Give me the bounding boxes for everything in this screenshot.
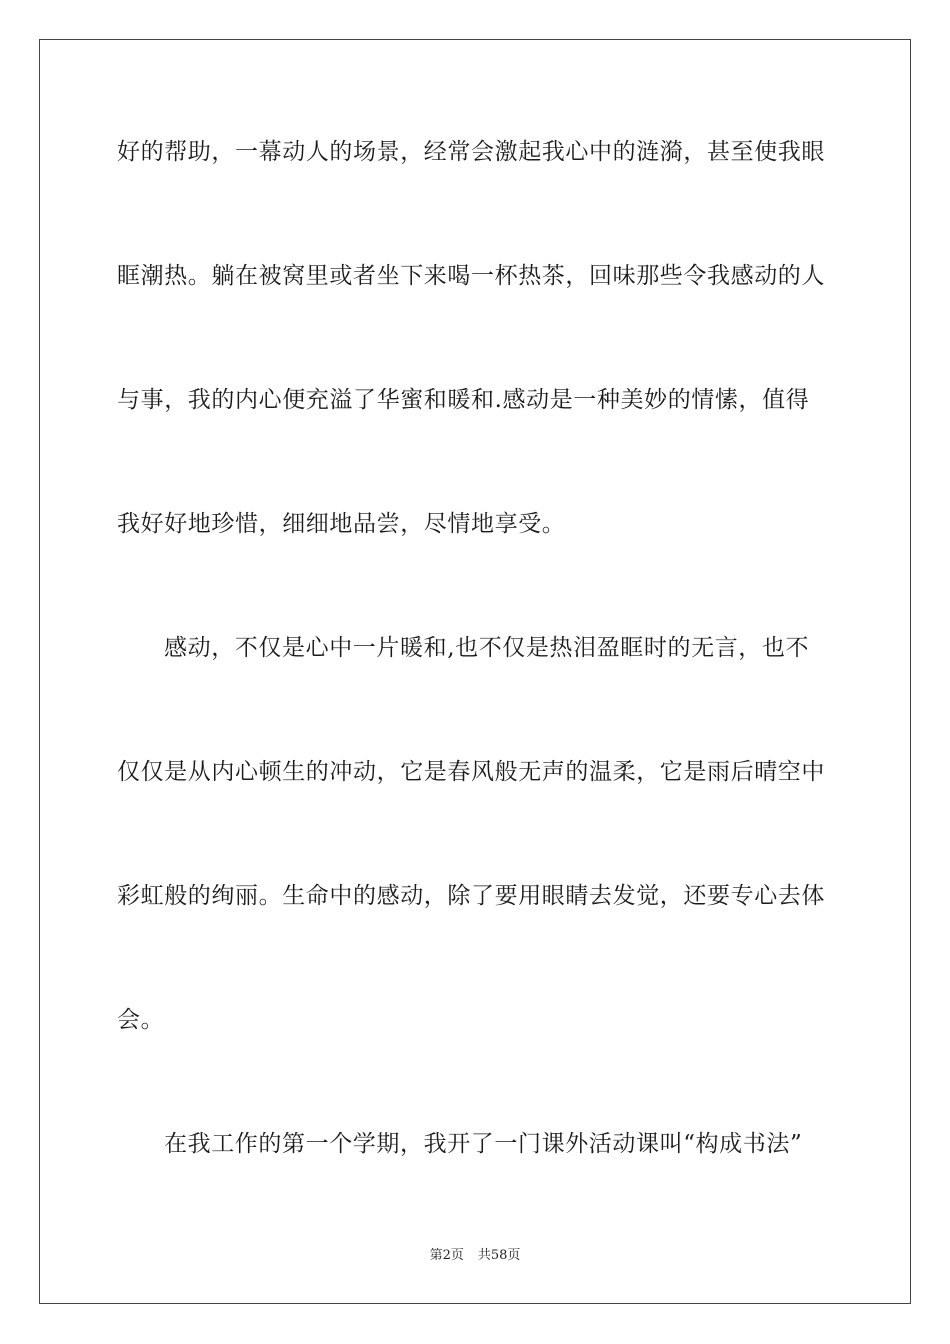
- text-line: 眶潮热。躺在被窝里或者坐下来喝一杯热茶，回味那些令我感动的人: [117, 263, 825, 289]
- page-footer: [0, 1248, 950, 1264]
- text-line: 彩虹般的绚丽。生命中的感动，除了要用眼睛去发觉，还要专心去体: [117, 883, 825, 909]
- text-line: 与事，我的内心便充溢了华蜜和暖和.感动是一种美妙的情愫，值得: [117, 387, 810, 413]
- page-number: 第2页: [429, 1248, 464, 1263]
- text-line: 会。: [117, 1007, 165, 1033]
- page-border: [39, 39, 911, 1304]
- text-line: 我好好地珍惜，细细地品尝，尽情地享受。: [117, 511, 566, 537]
- text-line: 好的帮助，一幕动人的场景，经常会激起我心中的涟漪，甚至使我眼: [117, 139, 825, 165]
- page-total: 共58页: [477, 1248, 521, 1263]
- paragraph-first-line: 在我工作的第一个学期，我开了一门课外活动课叫“构成书法”: [164, 1131, 803, 1157]
- paragraph-first-line: 感动，不仅是心中一片暖和,也不仅是热泪盈眶时的无言，也不: [164, 635, 810, 661]
- text-line: 仅仅是从内心顿生的冲动，它是春风般无声的温柔，它是雨后晴空中: [117, 759, 825, 785]
